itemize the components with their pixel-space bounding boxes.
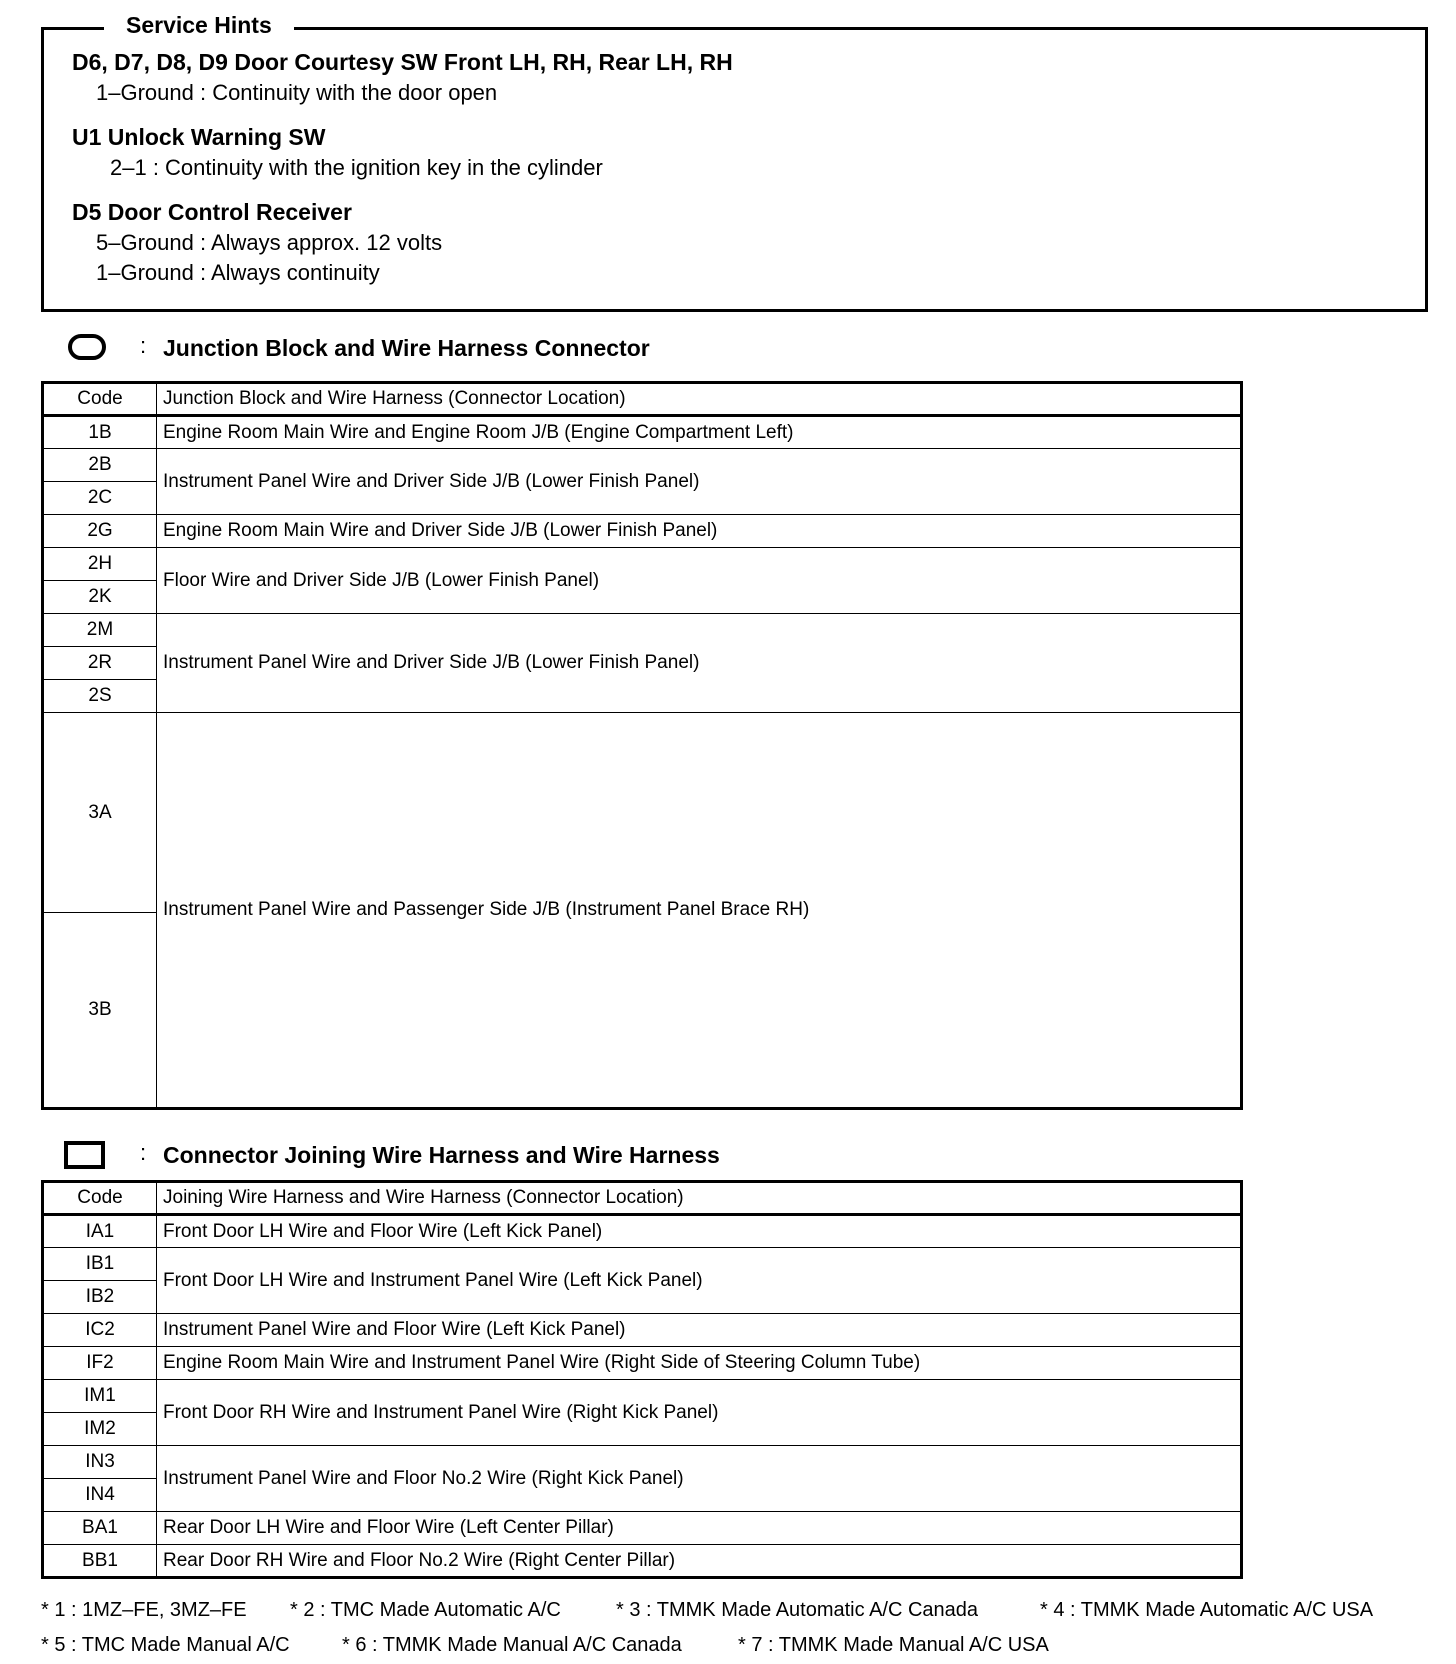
junction-table <box>41 381 1243 1110</box>
footnote: * 2 : TMC Made Automatic A/C <box>290 1599 561 1621</box>
table-row <box>43 449 1242 482</box>
row-code: BA1 <box>43 1512 157 1545</box>
footnote: * 7 : TMMK Made Manual A/C USA <box>738 1634 1049 1656</box>
row-code: 2K <box>43 581 157 614</box>
row-code: IN4 <box>43 1479 157 1512</box>
row-desc: Engine Room Main Wire and Engine Room J/B (Engine Compartment Left) <box>157 416 1242 449</box>
table-header-row <box>43 383 1242 416</box>
service-hints-title: Service Hints <box>104 10 294 40</box>
row-desc: Front Door LH Wire and Floor Wire (Left Kick Panel) <box>157 1215 1242 1248</box>
footnote: * 6 : TMMK Made Manual A/C Canada <box>342 1634 682 1656</box>
row-code: BB1 <box>43 1545 157 1578</box>
row-desc: Instrument Panel Wire and Driver Side J/B (Lower Finish Panel) <box>157 614 1242 713</box>
row-desc: Front Door LH Wire and Instrument Panel Wire (Left Kick Panel) <box>157 1248 1242 1314</box>
row-desc: Instrument Panel Wire and Floor No.2 Wire (Right Kick Panel) <box>157 1446 1242 1512</box>
row-code: IB1 <box>43 1248 157 1281</box>
row-desc: Floor Wire and Driver Side J/B (Lower Finish Panel) <box>157 548 1242 614</box>
table-row <box>43 1380 1242 1413</box>
row-code: IB2 <box>43 1281 157 1314</box>
table-row <box>43 1248 1242 1281</box>
connector-colon: : <box>140 1140 147 1165</box>
hint-line: 2–1 : Continuity with the ignition key in the cylinder <box>110 155 603 180</box>
hint-line: 5–Ground : Always approx. 12 volts <box>96 230 443 255</box>
row-desc: Instrument Panel Wire and Passenger Side J/B (Instrument Panel Brace RH) <box>157 713 1242 1109</box>
hint-line: 1–Ground : Always continuity <box>96 260 380 285</box>
row-desc: Instrument Panel Wire and Driver Side J/B (Lower Finish Panel) <box>157 449 1242 515</box>
row-code: 1B <box>43 416 157 449</box>
connector-section-title: Connector Joining Wire Harness and Wire Harness <box>163 1142 720 1168</box>
table-row <box>43 1545 1242 1578</box>
row-desc: Front Door RH Wire and Instrument Panel Wire (Right Kick Panel) <box>157 1380 1242 1446</box>
row-code: 2S <box>43 680 157 713</box>
row-desc: Engine Room Main Wire and Instrument Panel Wire (Right Side of Steering Column Tube) <box>157 1347 1242 1380</box>
row-desc: Rear Door RH Wire and Floor No.2 Wire (Right Center Pillar) <box>157 1545 1242 1578</box>
junction-section-title: Junction Block and Wire Harness Connector <box>163 335 650 361</box>
row-desc: Engine Room Main Wire and Driver Side J/B (Lower Finish Panel) <box>157 515 1242 548</box>
table-row <box>43 1215 1242 1248</box>
row-code: IC2 <box>43 1314 157 1347</box>
row-desc: Rear Door LH Wire and Floor Wire (Left Center Pillar) <box>157 1512 1242 1545</box>
hint-heading: D5 Door Control Receiver <box>72 199 352 225</box>
hint-line: 1–Ground : Continuity with the door open <box>96 80 498 105</box>
row-code: 2B <box>43 449 157 482</box>
row-code: IM1 <box>43 1380 157 1413</box>
connector-rect-icon <box>64 1141 105 1169</box>
hint-heading: U1 Unlock Warning SW <box>72 124 326 150</box>
table-row <box>43 548 1242 581</box>
header-code: Code <box>43 383 157 416</box>
footnote: * 1 : 1MZ–FE, 3MZ–FE <box>41 1599 247 1621</box>
table-row <box>43 713 1242 913</box>
row-code: 2H <box>43 548 157 581</box>
table-row <box>43 614 1242 647</box>
junction-colon: : <box>140 333 147 358</box>
row-code: 2G <box>43 515 157 548</box>
row-code: 2R <box>43 647 157 680</box>
table-row <box>43 1512 1242 1545</box>
row-code: IA1 <box>43 1215 157 1248</box>
junction-block-oval-icon <box>68 334 106 360</box>
row-code: 2C <box>43 482 157 515</box>
table-row <box>43 1446 1242 1479</box>
row-code: 3B <box>43 913 157 1109</box>
footnote: * 3 : TMMK Made Automatic A/C Canada <box>616 1599 979 1621</box>
hint-heading: D6, D7, D8, D9 Door Courtesy SW Front LH, RH, Rear LH, RH <box>72 49 733 75</box>
connector-table <box>41 1180 1243 1579</box>
row-code: IF2 <box>43 1347 157 1380</box>
row-desc: Instrument Panel Wire and Floor Wire (Left Kick Panel) <box>157 1314 1242 1347</box>
header-desc: Joining Wire Harness and Wire Harness (Connector Location) <box>157 1182 1242 1215</box>
table-row <box>43 416 1242 449</box>
row-code: 3A <box>43 713 157 913</box>
row-code: 2M <box>43 614 157 647</box>
table-row <box>43 1347 1242 1380</box>
table-row <box>43 515 1242 548</box>
row-code: IM2 <box>43 1413 157 1446</box>
table-header-row <box>43 1182 1242 1215</box>
row-code: IN3 <box>43 1446 157 1479</box>
footnote: * 4 : TMMK Made Automatic A/C USA <box>1040 1599 1374 1621</box>
header-code: Code <box>43 1182 157 1215</box>
header-desc: Junction Block and Wire Harness (Connector Location) <box>157 383 1242 416</box>
table-row <box>43 1314 1242 1347</box>
footnote: * 5 : TMC Made Manual A/C <box>41 1634 290 1656</box>
